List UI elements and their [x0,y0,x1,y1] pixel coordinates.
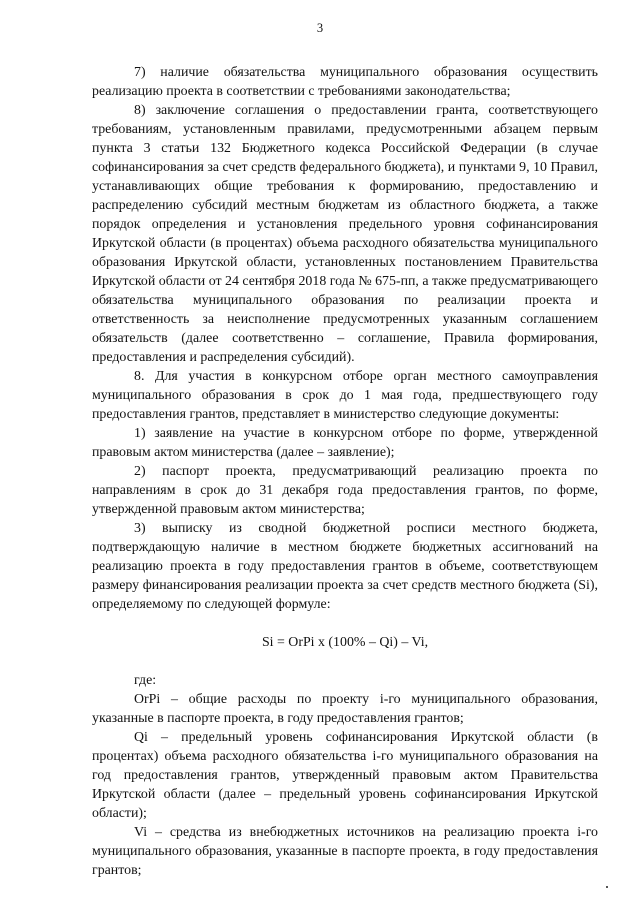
definition-vi: Vi – средства из внебюджетных источников на реализацию проекта i-го муниципального образования, указанные в паспорте проекта, в году предоставления грантов; [92,825,598,878]
document-body [92,63,598,880]
formula: Si = OrPi x (100% – Qi) – Vi, [261,635,429,650]
paragraph-doc-3: 3) выписку из сводной бюджетной росписи местного бюджета, подтверждающую наличие в местном бюджете бюджетных ассигнований на реализацию проекта в году предоставления грантов в объеме, соответствующем размеру финансирования реализации проекта за счет средств местного бюджета (Si), определяемому по следующей формуле: [92,521,598,612]
paragraph-item-8: 8) заключение соглашения о предоставлении гранта, соответствующего требованиям, установленным правилами, предусмотренными абзацем первым пункта 3 статьи 132 Бюджетного кодекса Российской Федерации (в случае софинансирования за счет средств федерального бюджета), и пунктами 9, 10 Правил, устанавливающих общие требования к формированию, предоставлению и распределению субсидий местным бюджетам из областного бюджета, а также порядок определения и установления предельного уровня софинансирования Иркутской области (в процентах) объема расходного обязательства муниципального образования Иркутской области, установленных постановлением Правительства Иркутской области от 24 сентября 2018 года № 675-пп, а также предусматривающего обязательства муниципального образования по реализации проекта и ответственность за неисполнение предусмотренных указанным соглашением обязательств (далее соответственно – соглашение, Правила формирования, предоставления и распределения субсидий). [92,103,598,365]
paragraph-section-8: 8. Для участия в конкурсном отборе орган местного самоуправления муниципального образования в срок до 1 мая года, предшествующего году предоставления грантов, представляет в министерство следующие документы: [92,369,598,422]
paragraph-item-7: 7) наличие обязательства муниципального образования осуществить реализацию проекта в соответствии с требованиями законодательства; [92,65,598,99]
page-number: 3 [316,21,324,35]
paragraph-doc-1: 1) заявление на участие в конкурсном отборе по форме, утвержденной правовым актом министерства (далее – заявление); [92,426,598,460]
scan-dot [606,886,608,888]
where-label: где: [134,673,157,688]
paragraph-doc-2: 2) паспорт проекта, предусматривающий реализацию проекта по направлениям в срок до 31 декабря года предоставления грантов, по форме, утвержденной правовым актом министерства; [92,464,598,517]
definition-qi: Qi – предельный уровень софинансирования Иркутской области (в процентах) объема расходного обязательства i-го муниципального образования на год предоставления грантов, утвержденный правовым актом Правительства Иркутской области (далее – предельный уровень софинансирования Иркутской области); [92,730,598,821]
definition-orpi: OrPi – общие расходы по проекту i-го муниципального образования, указанные в паспорте проекта, в году предоставления грантов; [92,692,598,726]
